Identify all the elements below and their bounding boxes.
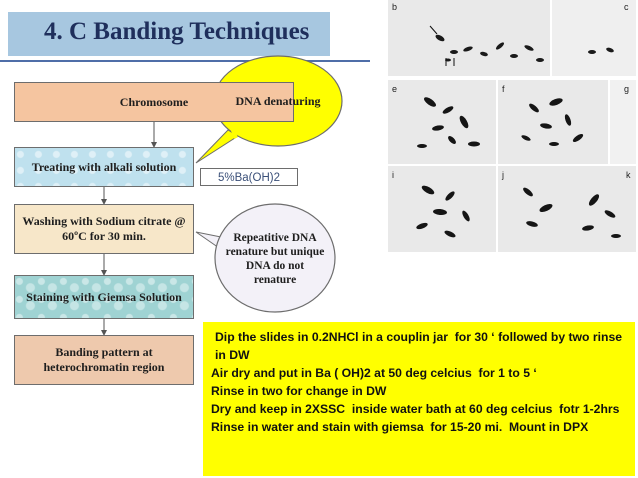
step-washing [14,204,194,254]
step-washing-label: Washing with Sodium citrate @ 60ºC for 30 min. [22,214,186,243]
micrograph-panel-e [388,80,496,164]
reagent-label: 5%Ba(OH)2 [200,168,298,186]
panel-letter-b: b [392,2,398,12]
panel-letter-e: e [392,84,398,94]
panel-letter-i: i [392,170,394,180]
callout-denaturing-text: DNA denaturing [235,94,321,108]
protocol-line-5: Rinse in water and stain with giemsa for 15-20 mi. Mount in DPX [211,420,589,434]
panel-letter-g: g [624,84,630,94]
panel-letter-j: j [502,170,504,180]
step-alkali [14,147,194,187]
protocol-text [211,328,631,436]
chromosome-spread-e [388,80,496,164]
micrograph-panel-i [388,166,496,252]
protocol-line-3: Rinse in two for change in DW [211,384,387,398]
micrograph-panel-j-k [498,166,636,252]
page-title: 4. C Banding Techniques [44,18,310,45]
protocol-line-1: Dip the slides in 0.2NHCl in a couplin jar for 30 ‘ followed by two rinse in DW [215,330,626,362]
chromosome-spread-b [388,0,550,76]
chromosome-spread-i [388,166,496,252]
panel-letter-f: f [502,84,505,94]
step-staining-label: Staining with Giemsa Solution [26,289,182,304]
step-banding [14,335,194,385]
step-staining [14,275,194,319]
micrograph-panel-f [498,80,608,164]
micrograph-panel-c [552,0,636,76]
callout-denaturing-tail [196,130,238,163]
step-alkali-label: Treating with alkali solution [31,159,177,174]
chromosome-spread-f [498,80,608,164]
step-banding-label: Banding pattern at heterochromatin region [43,345,165,374]
panel-letter-k: k [626,170,631,180]
callout-renature-text: Repeatitive DNA renature but unique DNA do not renature [225,232,325,286]
protocol-line-4: Dry and keep in 2XSSC inside water bath at 60 deg celcius fotr 1-2hrs [211,402,620,416]
step-chromosome-label: Chromosome [119,94,189,109]
micrograph-panel-b [388,0,550,76]
panel-letter-c: c [624,2,629,12]
micrograph-panel-g [610,80,636,164]
protocol-line-2: Air dry and put in Ba ( OH)2 at 50 deg celcius for 1 to 5 ‘ [211,366,537,380]
chromosome-spread-j [498,166,636,252]
